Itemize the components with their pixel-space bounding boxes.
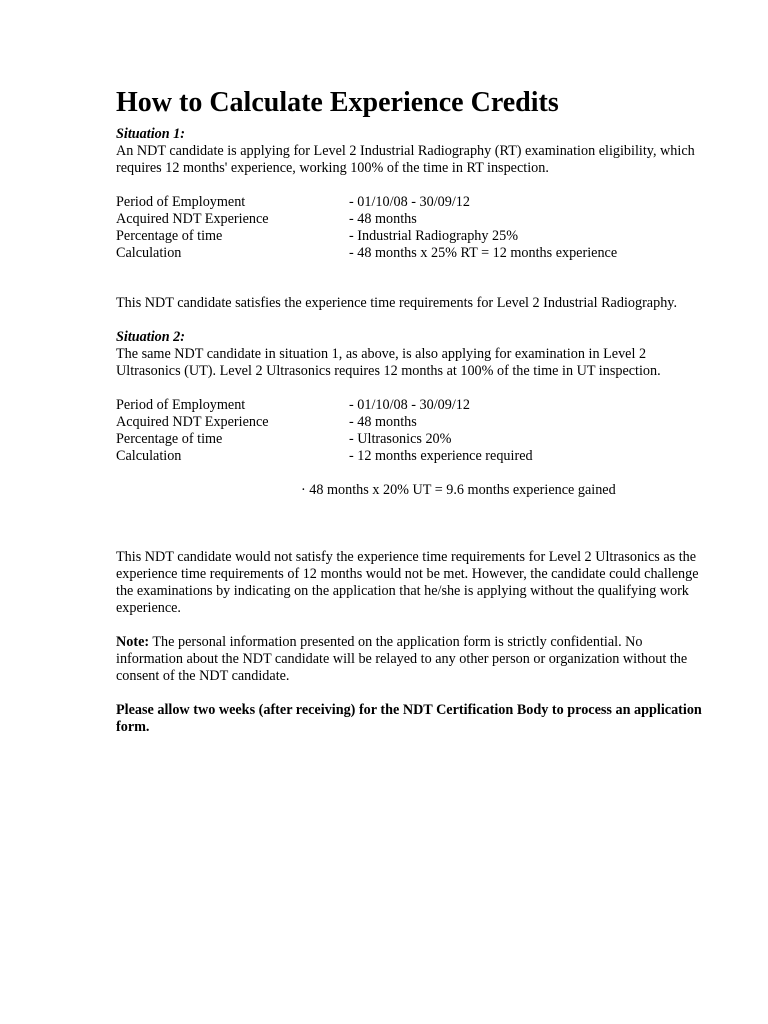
detail-label: Period of Employment	[116, 194, 246, 210]
note-label: Note:	[116, 634, 150, 650]
detail-label: Calculation	[116, 448, 182, 464]
situation-1-details	[116, 194, 706, 262]
detail-value: - 48 months x 25% RT = 12 months experience	[349, 245, 618, 261]
detail-label: Percentage of time	[116, 431, 223, 447]
detail-label: Acquired NDT Experience	[116, 211, 269, 227]
detail-value: - 01/10/08 - 30/09/12	[349, 194, 470, 210]
document-title: How to Calculate Experience Credits	[116, 87, 559, 118]
processing-time-notice: Please allow two weeks (after receiving) for the NDT Certification Body to process an application form.	[116, 702, 702, 735]
situation-1-conclusion: This NDT candidate satisfies the experience time requirements for Level 2 Industrial Radiography.	[116, 295, 678, 311]
document-body	[116, 86, 706, 736]
detail-value: - 48 months	[349, 414, 417, 430]
situation-2-intro: The same NDT candidate in situation 1, as above, is also applying for examination in Level 2 Ultrasonics (UT). Level 2 Ultrasonics requires 12 months at 100% of the time in UT inspection.	[116, 346, 661, 379]
situation-1-intro: An NDT candidate is applying for Level 2 Industrial Radiography (RT) examination eligibility, which requires 12 months' experience, working 100% of the time in RT inspection.	[116, 143, 695, 176]
confidentiality-note	[116, 634, 706, 685]
detail-value: - Industrial Radiography 25%	[349, 228, 519, 244]
detail-label: Period of Employment	[116, 397, 246, 413]
detail-value: - 01/10/08 - 30/09/12	[349, 397, 470, 413]
situation-1-heading: Situation 1:	[116, 126, 185, 142]
note-text: The personal information presented on the application form is strictly confidential. No information about the NDT candidate will be relayed to any other person or organization without the consent of the NDT candidate.	[116, 634, 688, 684]
detail-label: Percentage of time	[116, 228, 223, 244]
situation-2-conclusion: This NDT candidate would not satisfy the experience time requirements for Level 2 Ultrasonics as the experience time requirements of 12 months would not be met. However, the candidate could challenge the examinations by indicating on the application that he/she is applying without the qualifying work experience.	[116, 549, 699, 616]
situation-2-details	[116, 397, 706, 465]
detail-value: - 12 months experience required	[349, 448, 533, 464]
experience-gained-line: · 48 months x 20% UT = 9.6 months experience gained	[301, 482, 616, 498]
detail-value: - Ultrasonics 20%	[349, 431, 452, 447]
detail-label: Acquired NDT Experience	[116, 414, 269, 430]
situation-2-heading: Situation 2:	[116, 329, 185, 345]
detail-label: Calculation	[116, 245, 182, 261]
detail-value: - 48 months	[349, 211, 417, 227]
